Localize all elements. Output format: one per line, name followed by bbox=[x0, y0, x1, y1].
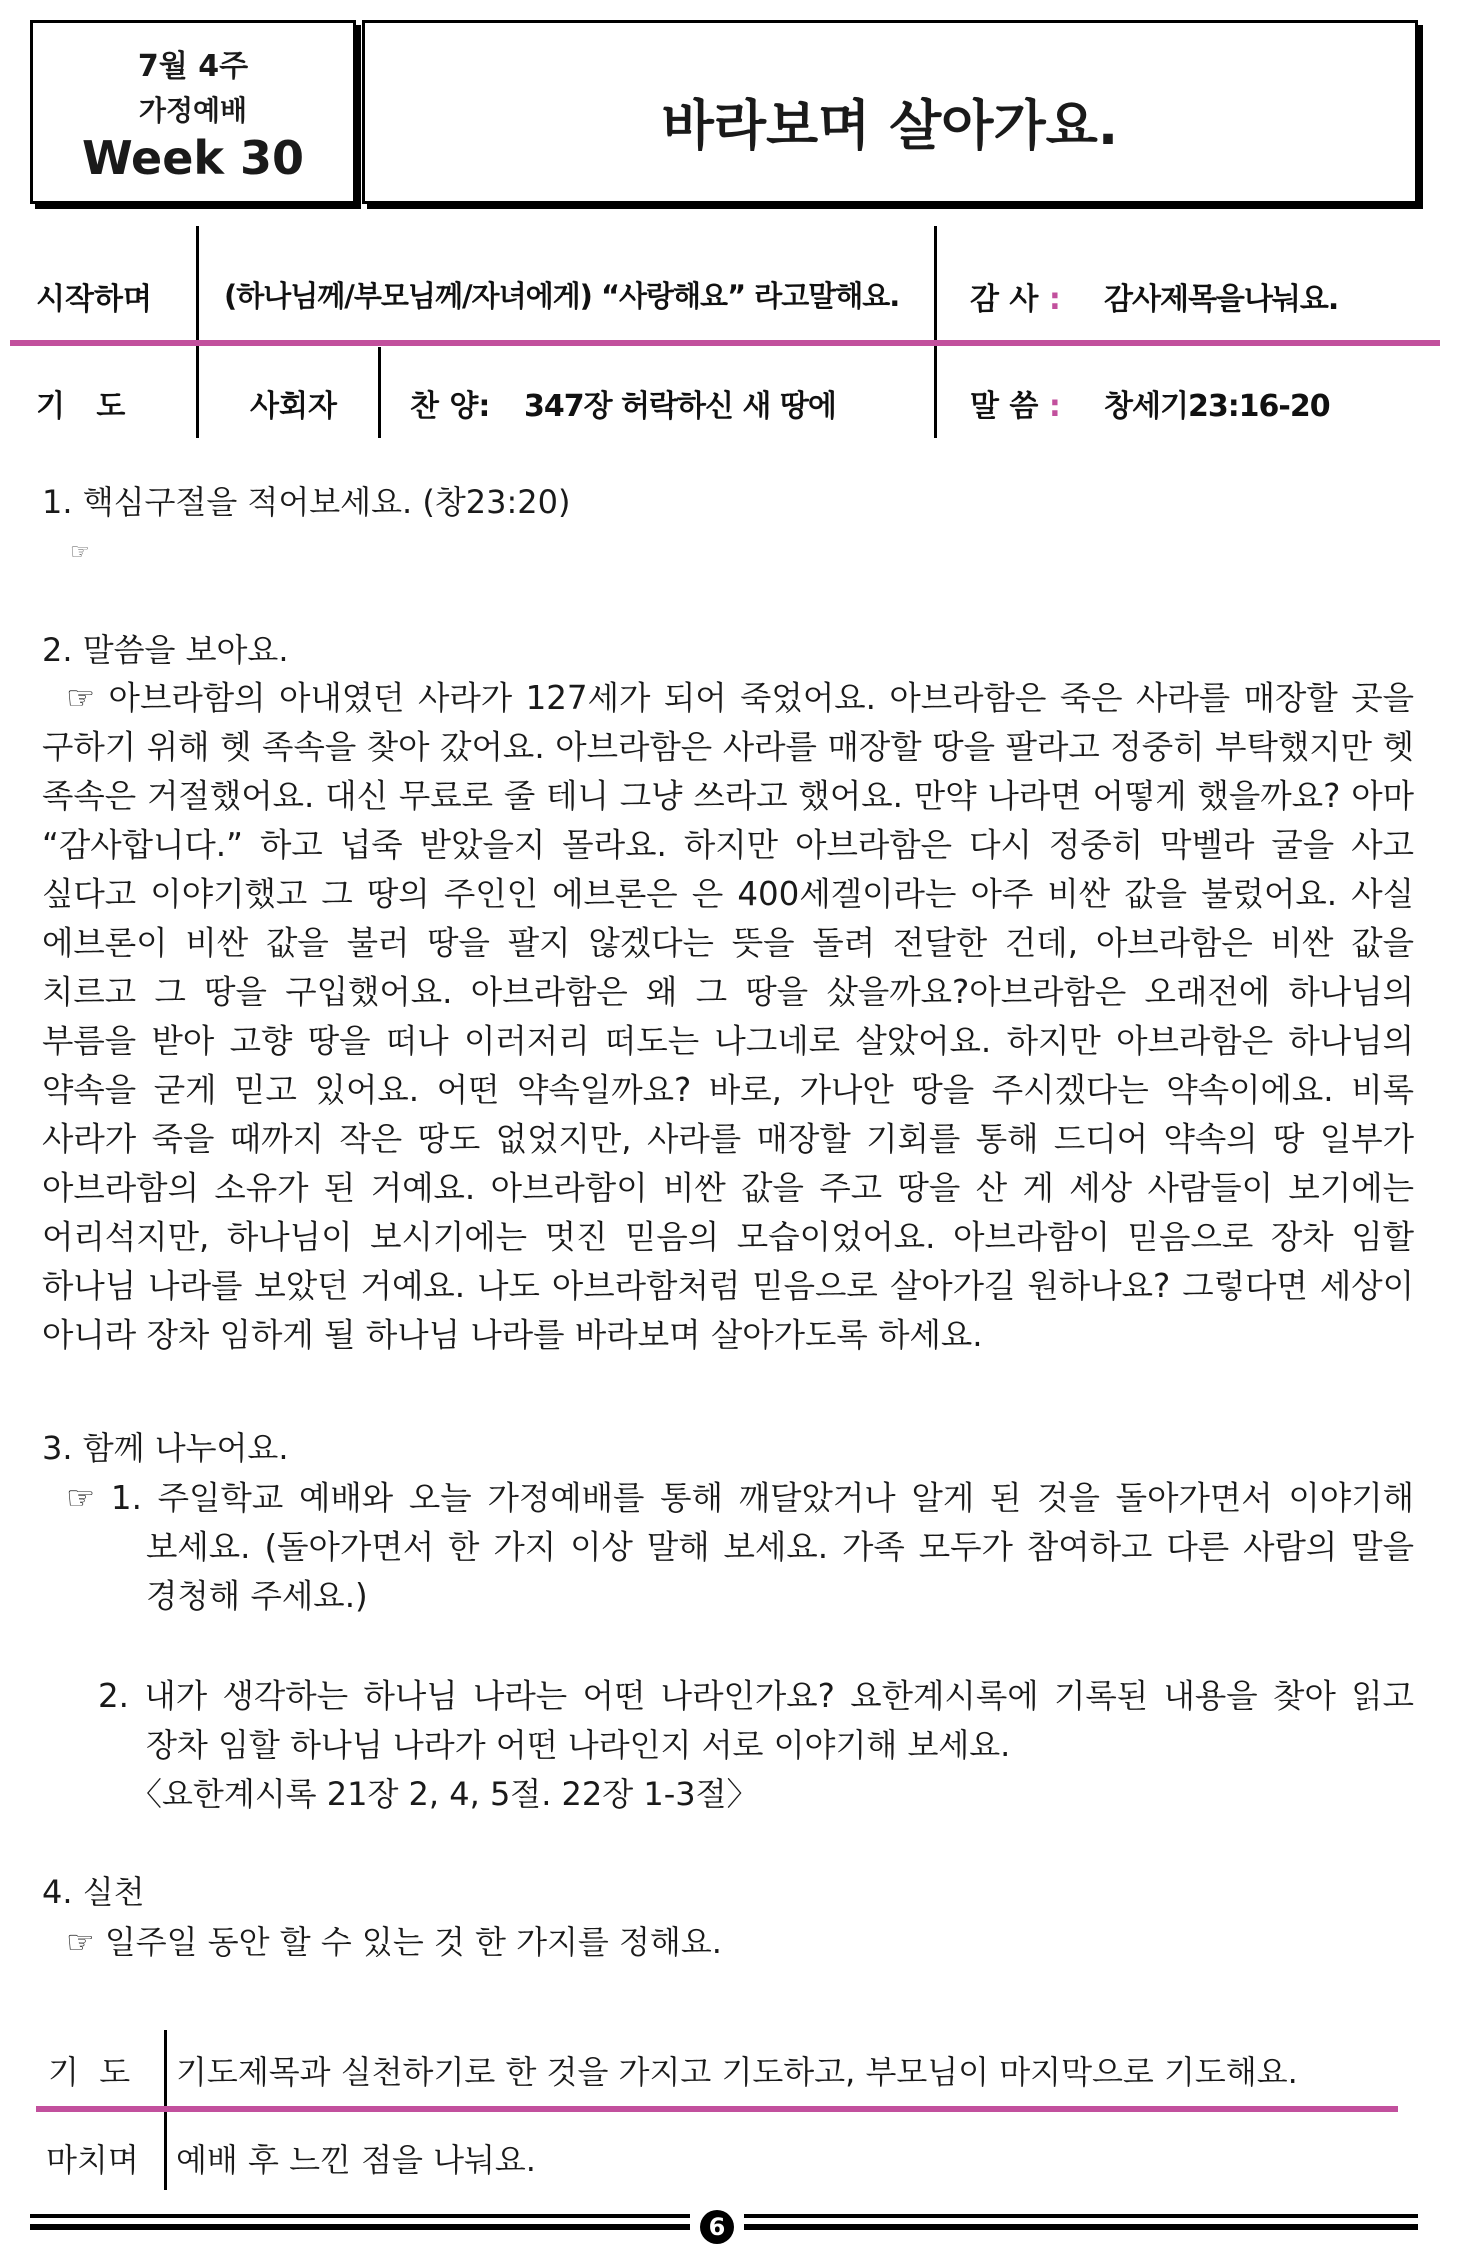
thanks-label-text: 감 사 bbox=[970, 282, 1039, 317]
body-line: 구하기 위해 헷 족속을 찾아 갔어요. 아브라함은 사라를 매장할 땅을 팔라고 정중히 부탁했지만 헷 bbox=[42, 728, 1414, 766]
section4-text: ☞ 일주일 동안 할 수 있는 것 한 가지를 정해요. bbox=[66, 1923, 722, 1961]
section3-heading: 3. 함께 나누어요. bbox=[42, 1429, 289, 1467]
footer-rule bbox=[30, 2214, 690, 2218]
word-label-text: 말 씀 bbox=[970, 389, 1039, 424]
pointer-icon: ☞ bbox=[70, 540, 90, 565]
hymn-text: 347장 허락하신 새 땅에 bbox=[524, 389, 836, 424]
start-text: (하나님께/부모님께/자녀에게) “사랑해요” 라고말해요. bbox=[224, 279, 900, 313]
word-label bbox=[970, 381, 1061, 425]
body-line: 하나님 나라를 보았던 거예요. 나도 아브라함처럼 믿음으로 살아가길 원하나요? 그렇다면 세상이 bbox=[42, 1267, 1414, 1305]
page-number: 6 bbox=[700, 2210, 734, 2244]
section2-body bbox=[42, 674, 1414, 1360]
prayer-label: 기 도 bbox=[36, 389, 126, 424]
hymn-label: 찬 양: bbox=[410, 389, 491, 424]
body-line: 족속은 거절했어요. 대신 무료로 줄 테니 그냥 쓰라고 했어요. 만약 나라면 어떻게 했을까요? 아마 bbox=[42, 777, 1414, 815]
section3-item2 bbox=[98, 1672, 1414, 1721]
thanks-colon: : bbox=[1048, 282, 1061, 317]
footer-rule bbox=[744, 2214, 1418, 2218]
item-line: 경청해 주세요.) bbox=[146, 1577, 368, 1615]
item-line: ☞ 1. 주일학교 예배와 오늘 가정예배를 통해 깨달았거나 알게 된 것을 돌아가면서 이야기해 bbox=[66, 1479, 1414, 1517]
start-label: 시작하며 bbox=[36, 282, 152, 317]
divider bbox=[378, 347, 381, 438]
item-line: 보세요. (돌아가면서 한 가지 이상 말해 보세요. 가족 모두가 참여하고 다른 사람의 말을 bbox=[146, 1528, 1414, 1566]
body-line: 싶다고 이야기했고 그 땅의 주인인 에브론은 은 400세겔이라는 아주 비싼 값을 불렀어요. 사실 bbox=[42, 875, 1414, 913]
body-line: 어리석지만, 하나님이 보시기에는 멋진 믿음의 모습이었어요. 아브라함이 믿음으로 장차 임할 bbox=[42, 1218, 1414, 1256]
leader-label: 사회자 bbox=[250, 389, 337, 424]
body-line: 에브론이 비싼 값을 불러 땅을 팔지 않겠다는 뜻을 돌려 전달한 건데, 아브라함은 비싼 값을 bbox=[42, 924, 1414, 962]
title-box bbox=[362, 20, 1418, 204]
week-number: Week 30 bbox=[81, 131, 305, 185]
thanks-label bbox=[970, 274, 1061, 318]
word-colon: : bbox=[1048, 389, 1061, 424]
word-text: 창세기23:16-20 bbox=[1104, 389, 1330, 424]
footer-rule bbox=[744, 2224, 1418, 2230]
body-line: “감사합니다.” 하고 넙죽 받았을지 몰라요. 하지만 아브라함은 다시 정중히 막벨라 굴을 사고 bbox=[42, 826, 1414, 864]
section2-heading: 2. 말씀을 보아요. bbox=[42, 631, 289, 669]
month-week: 7월 4주 bbox=[137, 49, 249, 84]
section1-heading: 1. 핵심구절을 적어보세요. (창23:20) bbox=[42, 483, 571, 521]
section4-heading: 4. 실천 bbox=[42, 1873, 145, 1911]
closing-prayer-text: 기도제목과 실천하기로 한 것을 가지고 기도하고, 부모님이 마지막으로 기도해요. bbox=[176, 2053, 1298, 2091]
service-type: 가정예배 bbox=[138, 94, 248, 127]
page-title: 바라보며 살아가요. bbox=[661, 94, 1119, 157]
section3-item1-cont bbox=[146, 1523, 1414, 1621]
divider bbox=[196, 226, 199, 438]
closing-end-text: 예배 후 느낀 점을 나눠요. bbox=[176, 2141, 536, 2179]
body-line: 치르고 그 땅을 구입했어요. 아브라함은 왜 그 땅을 샀을까요?아브라함은 오래전에 하나님의 bbox=[42, 973, 1414, 1011]
item-line: 장차 임할 하나님 나라가 어떤 나라인지 서로 이야기해 보세요. bbox=[146, 1726, 1011, 1764]
body-line: 아브라함의 소유가 된 거예요. 아브라함이 비싼 값을 주고 땅을 산 게 세상 사람들이 보기에는 bbox=[42, 1169, 1414, 1207]
body-line: 사라가 죽을 때까지 작은 땅도 없었지만, 사라를 매장할 기회를 통해 드디어 약속의 땅 일부가 bbox=[42, 1120, 1414, 1158]
scripture-reference: 〈요한계시록 21장 2, 4, 5절. 22장 1-3절〉 bbox=[130, 1775, 759, 1813]
closing-end-label: 마치며 bbox=[46, 2141, 139, 2179]
week-box bbox=[30, 20, 356, 204]
divider bbox=[934, 226, 937, 438]
body-line: ☞ 아브라함의 아내였던 사라가 127세가 되어 죽었어요. 아브라함은 죽은 사라를 매장할 곳을 bbox=[66, 679, 1414, 717]
body-line: 부름을 받아 고향 땅을 떠나 이러저리 떠도는 나그네로 살았어요. 하지만 아브라함은 하나님의 bbox=[42, 1022, 1414, 1060]
section3-item1 bbox=[66, 1474, 1414, 1523]
body-line: 아니라 장차 임하게 될 하나님 나라를 바라보며 살아가도록 하세요. bbox=[42, 1316, 983, 1354]
closing-prayer-label: 기 도 bbox=[48, 2053, 131, 2091]
thanks-text: 감사제목을나눠요. bbox=[1104, 282, 1339, 317]
row-divider bbox=[36, 2106, 1398, 2112]
row-divider bbox=[10, 340, 1440, 346]
item-line: 2. 내가 생각하는 하나님 나라는 어떤 나라인가요? 요한계시록에 기록된 내용을 찾아 읽고 bbox=[98, 1677, 1414, 1715]
footer-rule bbox=[30, 2224, 690, 2230]
body-line: 약속을 굳게 믿고 있어요. 어떤 약속일까요? 바로, 가나안 땅을 주시겠다는 약속이에요. 비록 bbox=[42, 1071, 1414, 1109]
